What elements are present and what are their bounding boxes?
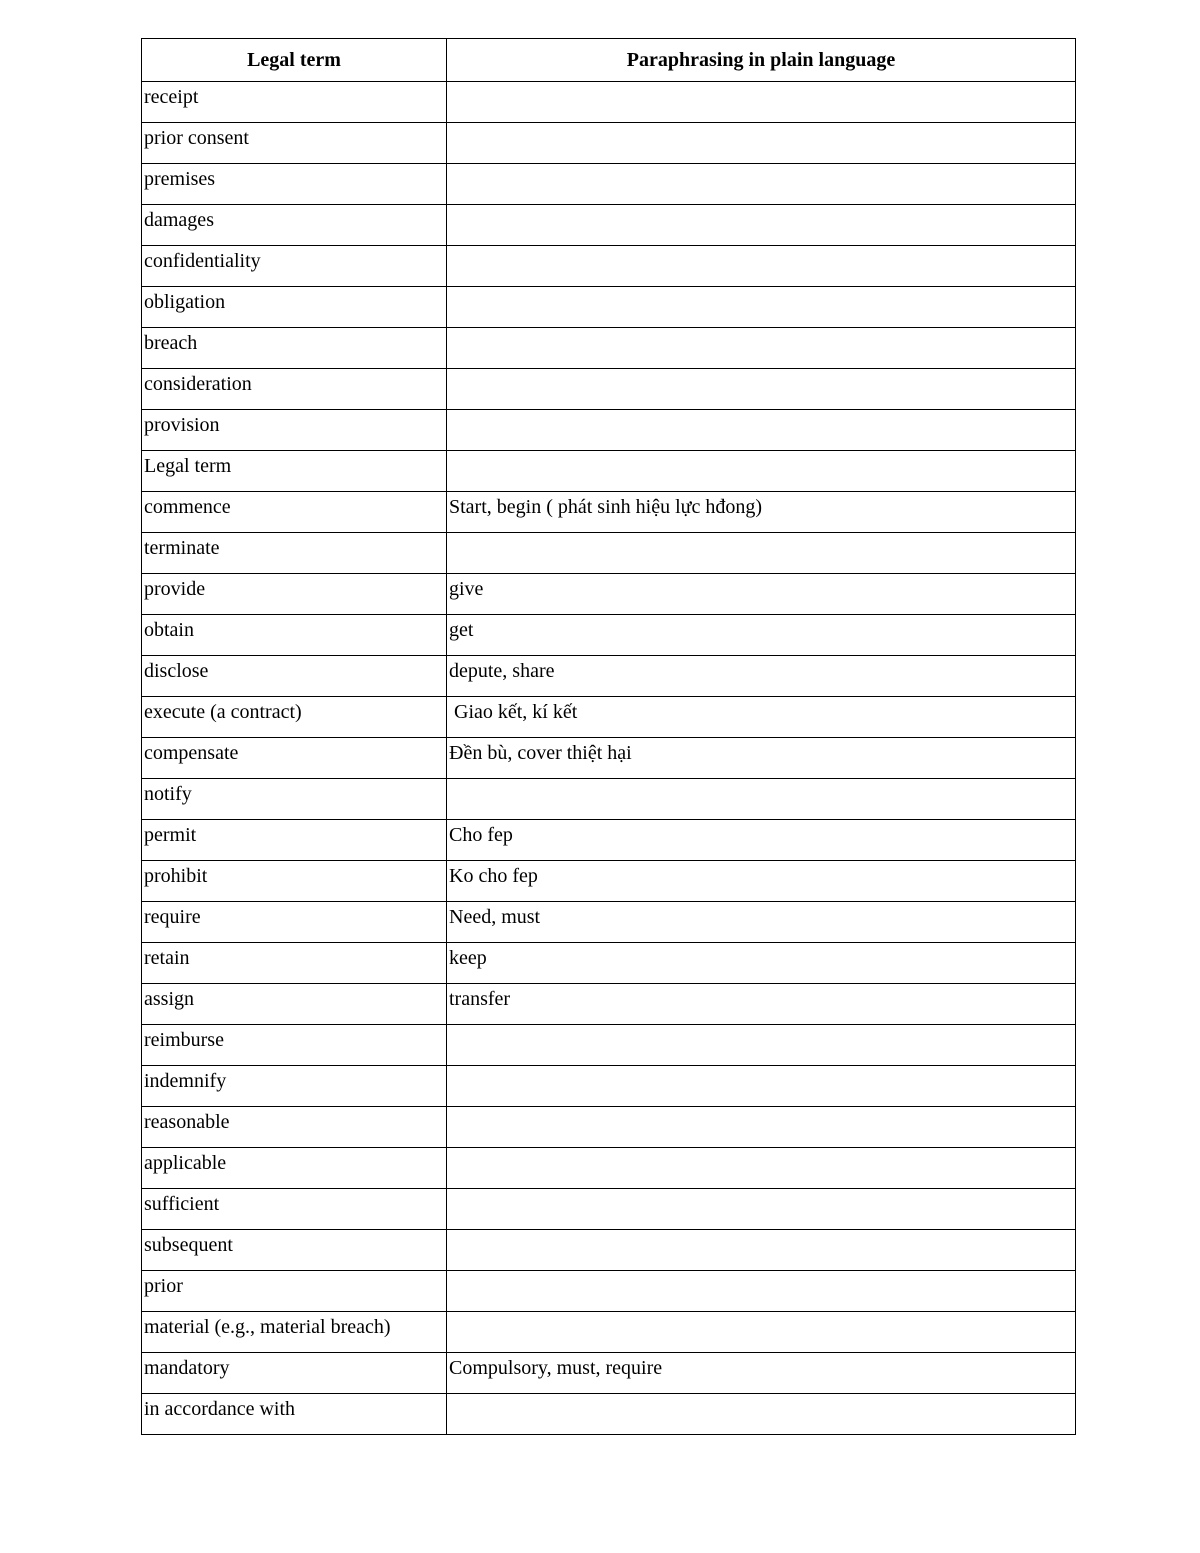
table-row (142, 123, 1076, 164)
table-row (142, 656, 1076, 697)
legal-term-cell: obtain (142, 615, 447, 656)
legal-term-cell: sufficient (142, 1189, 447, 1230)
legal-term-cell: reimburse (142, 1025, 447, 1066)
paraphrase-cell (447, 205, 1076, 246)
paraphrase-cell: Cho fep (447, 820, 1076, 861)
table-row (142, 492, 1076, 533)
paraphrase-cell: Start, begin ( phát sinh hiệu lực hđong) (447, 492, 1076, 533)
paraphrase-cell (447, 123, 1076, 164)
table-row (142, 738, 1076, 779)
legal-term-cell: obligation (142, 287, 447, 328)
table-row (142, 1189, 1076, 1230)
table-row (142, 984, 1076, 1025)
paraphrase-cell (447, 369, 1076, 410)
legal-term-cell: mandatory (142, 1353, 447, 1394)
paraphrase-cell (447, 451, 1076, 492)
paraphrase-cell (447, 1189, 1076, 1230)
paraphrase-cell (447, 328, 1076, 369)
table-row (142, 164, 1076, 205)
legal-term-cell: consideration (142, 369, 447, 410)
legal-term-cell: notify (142, 779, 447, 820)
legal-term-cell: assign (142, 984, 447, 1025)
table-row (142, 1230, 1076, 1271)
legal-term-cell: confidentiality (142, 246, 447, 287)
paraphrase-cell (447, 1066, 1076, 1107)
table-row (142, 779, 1076, 820)
legal-term-cell: provide (142, 574, 447, 615)
paraphrase-cell (447, 1394, 1076, 1435)
paraphrase-cell (447, 1271, 1076, 1312)
table-row (142, 205, 1076, 246)
header-paraphrasing: Paraphrasing in plain language (447, 39, 1076, 82)
paraphrase-cell (447, 533, 1076, 574)
paraphrase-cell (447, 82, 1076, 123)
table-body (142, 82, 1076, 1435)
table-row (142, 246, 1076, 287)
table-row (142, 943, 1076, 984)
table-row (142, 615, 1076, 656)
legal-term-cell: reasonable (142, 1107, 447, 1148)
table-row (142, 328, 1076, 369)
table-row (142, 574, 1076, 615)
paraphrase-cell (447, 410, 1076, 451)
table-row (142, 1353, 1076, 1394)
paraphrase-cell: transfer (447, 984, 1076, 1025)
legal-term-cell: compensate (142, 738, 447, 779)
legal-term-cell: require (142, 902, 447, 943)
table-row (142, 451, 1076, 492)
legal-term-cell: applicable (142, 1148, 447, 1189)
paraphrase-cell (447, 1230, 1076, 1271)
table-header (142, 39, 1076, 82)
paraphrase-cell (447, 287, 1076, 328)
paraphrase-cell: Ko cho fep (447, 861, 1076, 902)
table-row (142, 902, 1076, 943)
table-row (142, 1066, 1076, 1107)
table-row (142, 1312, 1076, 1353)
paraphrase-cell: get (447, 615, 1076, 656)
paraphrase-cell: keep (447, 943, 1076, 984)
table-row (142, 82, 1076, 123)
legal-term-cell: premises (142, 164, 447, 205)
table-row (142, 1148, 1076, 1189)
header-row (142, 39, 1076, 82)
legal-term-cell: prior (142, 1271, 447, 1312)
paraphrase-cell (447, 1025, 1076, 1066)
legal-term-cell: commence (142, 492, 447, 533)
table-row (142, 533, 1076, 574)
legal-term-cell: execute (a contract) (142, 697, 447, 738)
paraphrase-cell (447, 1312, 1076, 1353)
table-row (142, 287, 1076, 328)
paraphrase-cell: give (447, 574, 1076, 615)
legal-term-cell: breach (142, 328, 447, 369)
table-row (142, 410, 1076, 451)
legal-term-cell: prior consent (142, 123, 447, 164)
paraphrase-cell: Đền bù, cover thiệt hại (447, 738, 1076, 779)
legal-term-cell: Legal term (142, 451, 447, 492)
table-row (142, 1394, 1076, 1435)
table-row (142, 697, 1076, 738)
legal-term-cell: in accordance with (142, 1394, 447, 1435)
paraphrase-cell: Compulsory, must, require (447, 1353, 1076, 1394)
paraphrase-cell: Need, must (447, 902, 1076, 943)
paraphrase-cell (447, 164, 1076, 205)
table-row (142, 369, 1076, 410)
paraphrase-cell: depute, share (447, 656, 1076, 697)
legal-term-cell: damages (142, 205, 447, 246)
paraphrase-cell (447, 1148, 1076, 1189)
legal-term-cell: disclose (142, 656, 447, 697)
legal-term-cell: retain (142, 943, 447, 984)
legal-term-cell: material (e.g., material breach) (142, 1312, 447, 1353)
legal-term-cell: subsequent (142, 1230, 447, 1271)
legal-term-cell: terminate (142, 533, 447, 574)
legal-term-cell: indemnify (142, 1066, 447, 1107)
legal-terms-table (141, 38, 1076, 1435)
table-row (142, 1025, 1076, 1066)
paraphrase-cell (447, 779, 1076, 820)
table-row (142, 820, 1076, 861)
header-legal-term: Legal term (142, 39, 447, 82)
table-row (142, 861, 1076, 902)
paraphrase-cell (447, 246, 1076, 287)
table-row (142, 1271, 1076, 1312)
paraphrase-cell (447, 1107, 1076, 1148)
paraphrase-cell: Giao kết, kí kết (447, 697, 1076, 738)
legal-term-cell: prohibit (142, 861, 447, 902)
legal-term-cell: permit (142, 820, 447, 861)
legal-term-cell: provision (142, 410, 447, 451)
table-row (142, 1107, 1076, 1148)
legal-term-cell: receipt (142, 82, 447, 123)
